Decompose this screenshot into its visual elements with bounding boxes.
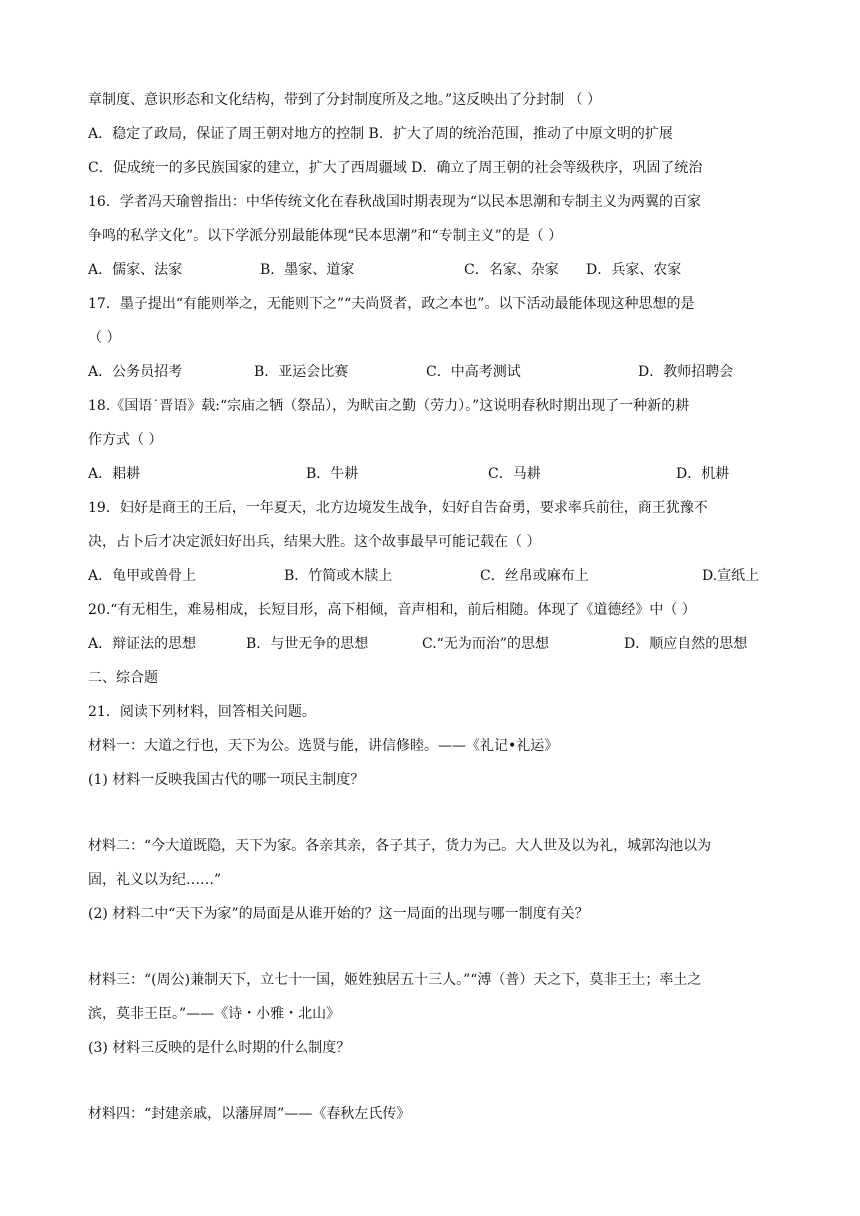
- q16-option-b: B．墨家、道家: [260, 262, 355, 278]
- q19-option-d: D.宣纸上: [702, 568, 760, 584]
- q16-option-c: C．名家、杂家: [464, 262, 559, 278]
- q21-material-2-line1: 材料二：“今大道既隐，天下为家。各亲其亲，各子其子，货力为己。大人世及以为礼，城郭沟池以为: [88, 838, 712, 854]
- q21-material-1: 材料一：大道之行也，天下为公。选贤与能，讲信修睦。——《礼记•礼运》: [88, 738, 559, 754]
- q19-option-b: B．竹简或木牍上: [284, 568, 393, 584]
- q15-options-cd: C．促成统一的多民族国家的建立，扩大了西周疆域 D．确立了周王朝的社会等级秩序，巩固了统治: [88, 160, 703, 176]
- q17-option-d: D．教师招聘会: [638, 364, 734, 380]
- q20-options: [88, 634, 778, 654]
- q17-stem-line1: 17．墨子提出“有能则举之，无能则下之”“夫尚贤者，政之本也”。以下活动最能体现这种思想的是: [88, 296, 695, 312]
- q20-option-b: B．与世无争的思想: [246, 636, 369, 652]
- q21-intro: 21．阅读下列材料，回答相关问题。: [88, 704, 316, 720]
- q21-subquestion-1: (1) 材料一反映我国古代的哪一项民主制度？: [88, 772, 365, 788]
- q18-option-c: C．马耕: [488, 466, 541, 482]
- q21-subquestion-3: (3) 材料三反映的是什么时期的什么制度？: [88, 1040, 351, 1056]
- q18-options: [88, 464, 778, 484]
- q18-stem-line1: 18.《国语˙晋语》载:“宗庙之牺（祭品），为畎亩之勤（劳力）。”这说明春秋时期出现了一种新的耕: [88, 398, 690, 414]
- q18-option-d: D．机耕: [676, 466, 730, 482]
- q19-stem-line2: 决，占卜后才决定派妇好出兵，结果大胜。这个故事最早可能记载在（ ）: [88, 534, 541, 550]
- q20-option-a: A．辩证法的思想: [88, 636, 197, 652]
- q21-material-2-line2: 固，礼义以为纪……”: [88, 872, 222, 888]
- q17-option-c: C．中高考测试: [426, 364, 521, 380]
- q19-stem-line1: 19．妇好是商王的王后，一年夏天，北方边境发生战争，妇好自告奋勇，要求率兵前往，商王犹豫不: [88, 500, 708, 516]
- q19-option-a: A．龟甲或兽骨上: [88, 568, 197, 584]
- q19-option-c: C．丝帛或麻布上: [480, 568, 589, 584]
- q21-material-3-line1: 材料三：“(周公)兼制天下，立七十一国，姬姓独居五十三人。”“溥（普）天之下，莫非王土；率土之: [88, 972, 702, 988]
- q16-stem-line1: 16．学者冯天瑜曾指出：中华传统文化在春秋战国时期表现为“以民本思潮和专制主义为两翼的百家: [88, 194, 701, 210]
- q17-options: [88, 362, 778, 382]
- q18-stem-line2: 作方式（ ）: [88, 432, 163, 448]
- q17-option-b: B．亚运会比赛: [254, 364, 349, 380]
- q16-option-d: D．兵家、农家: [586, 262, 682, 278]
- q19-options: [88, 566, 778, 586]
- q17-option-a: A．公务员招考: [88, 364, 183, 380]
- q16-option-a: A．儒家、法家: [88, 262, 183, 278]
- q15-stem-continued: 章制度、意识形态和文化结构，带到了分封制度所及之地。”这反映出了分封制 （ ）: [88, 92, 602, 108]
- q16-stem-line2: 争鸣的私学文化”。以下学派分别最能体现“民本思潮”和“专制主义”的是（ ）: [88, 228, 563, 244]
- q21-subquestion-2: (2) 材料二中“天下为家”的局面是从谁开始的？这一局面的出现与哪一制度有关？: [88, 906, 589, 922]
- q20-option-d: D．顺应自然的思想: [624, 636, 748, 652]
- q16-options: [88, 260, 778, 280]
- q17-stem-line2: （ ）: [88, 330, 121, 346]
- q18-option-b: B．牛耕: [306, 466, 359, 482]
- q21-material-3-line2: 滨，莫非王臣。”——《诗・小雅・北山》: [88, 1006, 341, 1022]
- q21-material-4: 材料四：“封建亲戚，以藩屏周”——《春秋左氏传》: [88, 1106, 411, 1122]
- q18-option-a: A．耜耕: [88, 466, 141, 482]
- q20-option-c: C.“无为而治”的思想: [422, 636, 549, 652]
- q15-options-ab: A．稳定了政局，保证了周王朝对地方的控制 B．扩大了周的统治范围，推动了中原文明的扩展: [88, 126, 673, 142]
- q20-stem: 20.“有无相生，难易相成，长短目形，高下相倾，音声相和，前后相随。体现了《道德经》中（ ）: [88, 602, 696, 618]
- section-heading: 二、综合题: [88, 670, 158, 686]
